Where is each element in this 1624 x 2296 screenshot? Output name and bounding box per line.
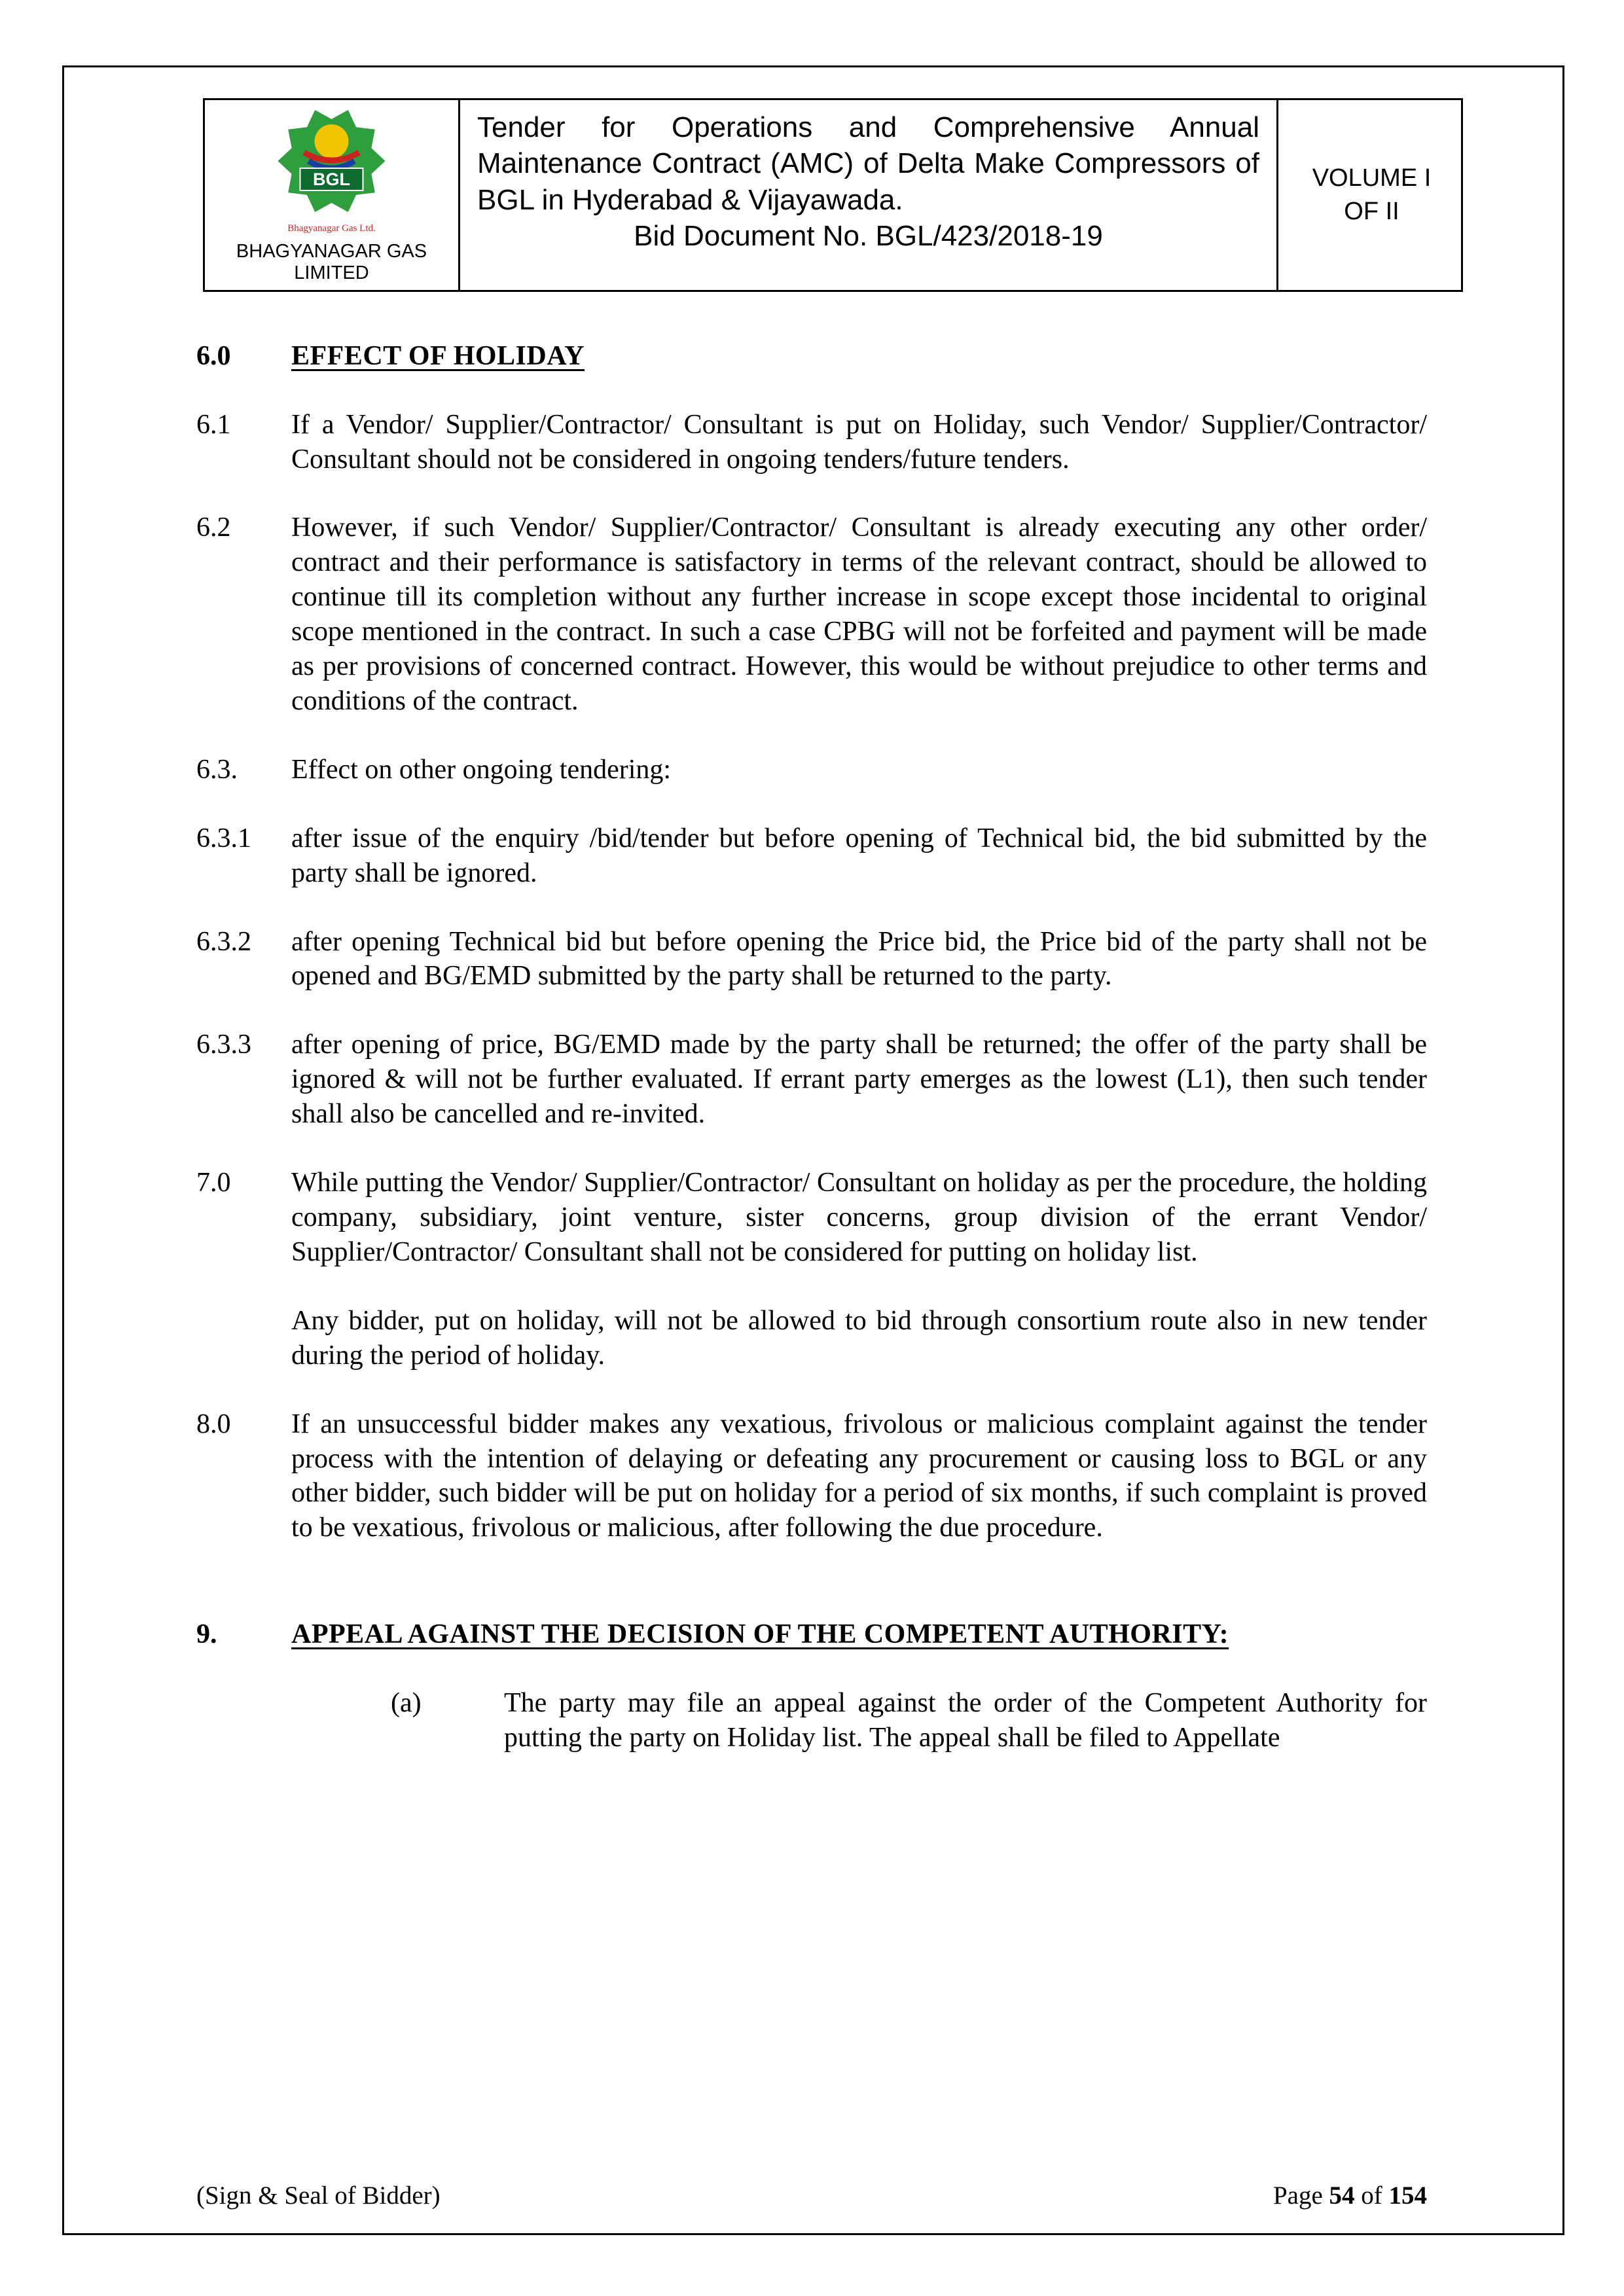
doc-item <box>196 1028 1427 1132</box>
doc-item-text: If a Vendor/ Supplier/Contractor/ Consultant is put on Holiday, such Vendor/ Supplier/Contractor/ Consultant should not be considered in ongoing tenders/future tenders. <box>291 409 1427 475</box>
header-table <box>203 98 1463 292</box>
doc-item <box>196 1166 1427 1270</box>
doc-item-text: after issue of the enquiry /bid/tender but before opening of Technical bid, the bid submitted by the party shall be ignored. <box>291 823 1427 888</box>
page-of: of <box>1354 2181 1389 2210</box>
doc-item-number: 6.3.1 <box>196 823 251 853</box>
org-name-line1: BHAGYANAGAR GAS <box>236 241 427 262</box>
document-body <box>196 339 1427 1755</box>
logo-sun <box>315 124 349 158</box>
doc-item <box>196 339 1427 374</box>
logo-caption: Bhagyanagar Gas Ltd. <box>287 223 376 234</box>
doc-item-number: 6.3.3 <box>196 1030 251 1060</box>
doc-item-number: 7.0 <box>196 1168 231 1198</box>
doc-item-text: While putting the Vendor/ Supplier/Contractor/ Consultant on holiday as per the procedure, the holding company, subsidiary, joint venture, sister concerns, group division of the errant Vendor/ Supplier/Contractor/ Consultant shall not be considered for putting on holiday list. <box>291 1168 1427 1267</box>
doc-item-text: Effect on other ongoing tendering: <box>291 754 672 785</box>
page-total: 154 <box>1388 2181 1427 2210</box>
page-prefix: Page <box>1272 2181 1329 2210</box>
doc-item-number: 8.0 <box>196 1408 231 1439</box>
doc-item-number: 6.1 <box>196 409 231 440</box>
title-cell <box>460 100 1278 290</box>
doc-item <box>196 1407 1427 1546</box>
doc-item-number: 9. <box>196 1619 217 1650</box>
doc-item-text: EFFECT OF HOLIDAY <box>291 340 585 371</box>
doc-item <box>196 925 1427 994</box>
doc-item-text: after opening of price, BG/EMD made by the party shall be returned; the offer of the party shall be ignored & will not be further evaluated. If errant party emerges as the lowest (L1), then such tender shall also be cancelled and re-invited. <box>291 1030 1427 1130</box>
doc-item <box>196 821 1427 891</box>
logo-monogram: BGL <box>313 170 350 189</box>
doc-item <box>391 1686 1427 1755</box>
doc-item-text: APPEAL AGAINST THE DECISION OF THE COMPETENT AUTHORITY: <box>291 1619 1229 1650</box>
org-name-line2: LIMITED <box>294 262 369 284</box>
doc-item <box>196 511 1427 718</box>
page-footer <box>196 2181 1427 2210</box>
page-number-indicator <box>1273 2181 1427 2210</box>
volume-cell <box>1278 100 1465 290</box>
bgl-logo-icon <box>271 105 392 240</box>
doc-item-text: However, if such Vendor/ Supplier/Contractor/ Consultant is already executing any other order/ contract and their performance is satisfactory in terms of the relevant contract, should be allowed to continue till its completion without any further increase in scope except those incidental to original scope mentioned in the contract. In such a case CPBG will not be forfeited and payment will be made as per provisions of concerned contract. However, this would be without prejudice to other terms and conditions of the contract. <box>291 512 1427 716</box>
doc-item <box>196 408 1427 477</box>
doc-item-number: 6.3.2 <box>196 926 251 957</box>
page-number: 54 <box>1329 2181 1355 2210</box>
sign-seal-note: (Sign & Seal of Bidder) <box>196 2181 441 2210</box>
doc-item-text: If an unsuccessful bidder makes any vexatious, frivolous or malicious complaint against the tender process with the intention of delaying or defeating any procurement or causing loss to BGL or any other bidder, such bidder will be put on holiday for a period of six months, if such complaint is proved to be vexatious, frivolous or malicious, after following the due procedure. <box>291 1408 1427 1543</box>
doc-item <box>196 753 1427 787</box>
doc-item <box>196 1304 1427 1373</box>
volume-line2: OF II <box>1344 197 1399 225</box>
doc-item-text: Any bidder, put on holiday, will not be allowed to bid through consortium route also in new tender during the period of holiday. <box>291 1305 1427 1371</box>
doc-item-number: (a) <box>391 1688 422 1719</box>
tender-title: Tender for Operations and Comprehensive Annual Maintenance Contract (AMC) of Delta Make Compressors of BGL in Hyderabad & Vijayawada. <box>477 111 1259 216</box>
doc-item-number <box>196 1304 291 1373</box>
doc-item-number: 6.2 <box>196 512 231 543</box>
document-page <box>62 65 1564 2235</box>
doc-item-text: The party may file an appeal against the order of the Competent Authority for putting the party on Holiday list. The appeal shall be filed to Appellate <box>504 1688 1427 1753</box>
bid-document-number: Bid Document No. BGL/423/2018-19 <box>634 220 1103 253</box>
logo-cell <box>205 100 460 290</box>
doc-item <box>196 1617 1427 1652</box>
doc-item-number: 6.3. <box>196 754 238 785</box>
volume-line1: VOLUME I <box>1312 164 1432 192</box>
org-name <box>236 241 427 285</box>
doc-item-text: after opening Technical bid but before opening the Price bid, the Price bid of the party shall not be opened and BG/EMD submitted by the party shall be returned to the party. <box>291 926 1427 992</box>
doc-item-number: 6.0 <box>196 340 231 371</box>
